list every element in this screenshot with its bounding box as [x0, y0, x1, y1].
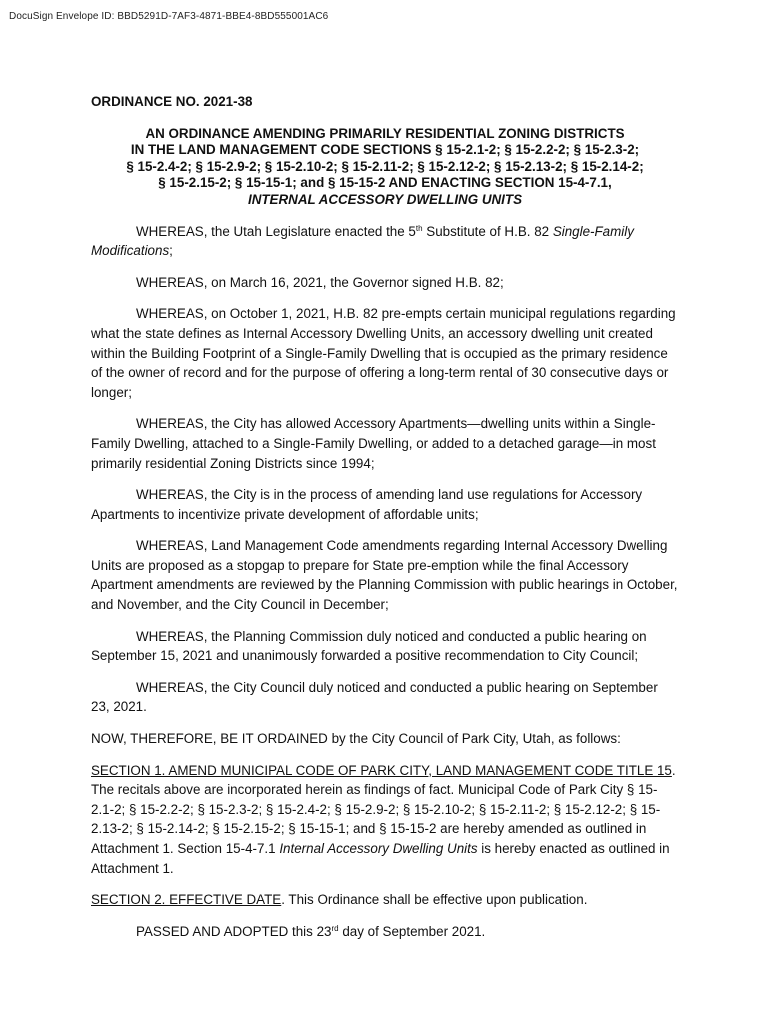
passed-text: day of September 2021.	[338, 923, 486, 939]
title-line: § 15-2.15-2; § 15-15-1; and § 15-15-2 AND ENACTING SECTION 15-4-7.1,	[158, 175, 612, 191]
whereas-clause: WHEREAS, the Planning Commission duly noticed and conducted a public hearing on September 15, 2021 and unanimously forwarded a positive recommendation to City Council;	[91, 628, 647, 664]
whereas-clause: WHEREAS, the City Council duly noticed and conducted a public hearing on September 23, 2021.	[91, 679, 658, 715]
ordinance-number: ORDINANCE NO. 2021-38	[91, 94, 253, 109]
section-1-italic: Internal Accessory Dwelling Units	[279, 841, 478, 856]
ordinal-superscript: th	[415, 223, 423, 233]
whereas-clause	[91, 222, 679, 261]
title-line: § 15-2.4-2; § 15-2.9-2; § 15-2.10-2; § 15-2.11-2; § 15-2.12-2; § 15-2.13-2; § 15-2.14-2;	[126, 158, 644, 174]
bill-title-italic: Single-Family Modifications	[91, 223, 634, 259]
whereas-text: ;	[169, 243, 173, 259]
section-1-text: . The recitals above are incorporated herein as findings of fact. Municipal Code of Park City § 15-2.1-2; § 15-2.2-2; § 15-2.3-2; § 15-2.4-2; § 15-2.9-2; § 15-2.10-2; § 15-2.11-2; § 15-2.12-2; § 15-2.13-2; § 15-2.14-2; § 15-2.15-2; § 15-15-1; and § 15-15-2 are hereby amended as outlined in Attachment 1. Section 15-4-7.1	[91, 762, 676, 856]
whereas-text: Substitute of H.B. 82	[422, 223, 553, 239]
section-2-text: . This Ordinance shall be effective upon publication.	[281, 892, 588, 908]
whereas-clause: WHEREAS, the City is in the process of amending land use regulations for Accessory Apartments to incentivize private development of affordable units;	[91, 487, 643, 522]
title-line: AN ORDINANCE AMENDING PRIMARILY RESIDENTIAL ZONING DISTRICTS	[145, 125, 625, 141]
section-1-heading: SECTION 1. AMEND MUNICIPAL CODE OF PARK CITY, LAND MANAGEMENT CODE TITLE 15	[91, 762, 672, 778]
whereas-clause: WHEREAS, Land Management Code amendments regarding Internal Accessory Dwelling Units are proposed as a stopgap to prepare for State pre-emption while the final Accessory Apartment amendments are reviewed by the Planning Commission with public hearings in October, and November, and the City Council in December;	[91, 538, 678, 613]
ordinance-title	[91, 126, 679, 209]
whereas-clause: WHEREAS, on October 1, 2021, H.B. 82 pre-empts certain municipal regulations regarding what the state defines as Internal Accessory Dwelling Units, an accessory dwelling unit created within the Building Footprint of a Single-Family Dwelling that is occupied as the primary residence of the owner of record and for the purpose of offering a long-term rental of 30 consecutive days or longer;	[91, 306, 676, 400]
passed-adopted	[91, 922, 679, 942]
ordinance-body	[91, 92, 679, 953]
title-line-italic: INTERNAL ACCESSORY DWELLING UNITS	[247, 191, 523, 207]
whereas-clause: WHEREAS, on March 16, 2021, the Governor signed H.B. 82;	[136, 274, 504, 290]
section-1-text: is hereby enacted as outlined in Attachment 1.	[91, 841, 670, 876]
ordinal-superscript: rd	[331, 923, 339, 933]
section-1	[91, 761, 679, 879]
section-2	[91, 890, 679, 910]
section-2-heading: SECTION 2. EFFECTIVE DATE	[91, 892, 282, 908]
whereas-text: WHEREAS, the Utah Legislature enacted the 5	[136, 223, 416, 239]
title-line: IN THE LAND MANAGEMENT CODE SECTIONS § 15-2.1-2; § 15-2.2-2; § 15-2.3-2;	[130, 142, 640, 158]
ordained-clause: NOW, THEREFORE, BE IT ORDAINED by the City Council of Park City, Utah, as follows:	[91, 731, 621, 747]
docusign-envelope-id: DocuSign Envelope ID: BBD5291D-7AF3-4871-BBE4-8BD555001AC6	[9, 11, 329, 22]
passed-text: PASSED AND ADOPTED this 23	[136, 923, 332, 939]
whereas-clause: WHEREAS, the City has allowed Accessory Apartments—dwelling units within a Single-Family Dwelling, attached to a Single-Family Dwelling, or added to a detached garage—in most primarily residential Zoning Districts since 1994;	[91, 416, 656, 471]
